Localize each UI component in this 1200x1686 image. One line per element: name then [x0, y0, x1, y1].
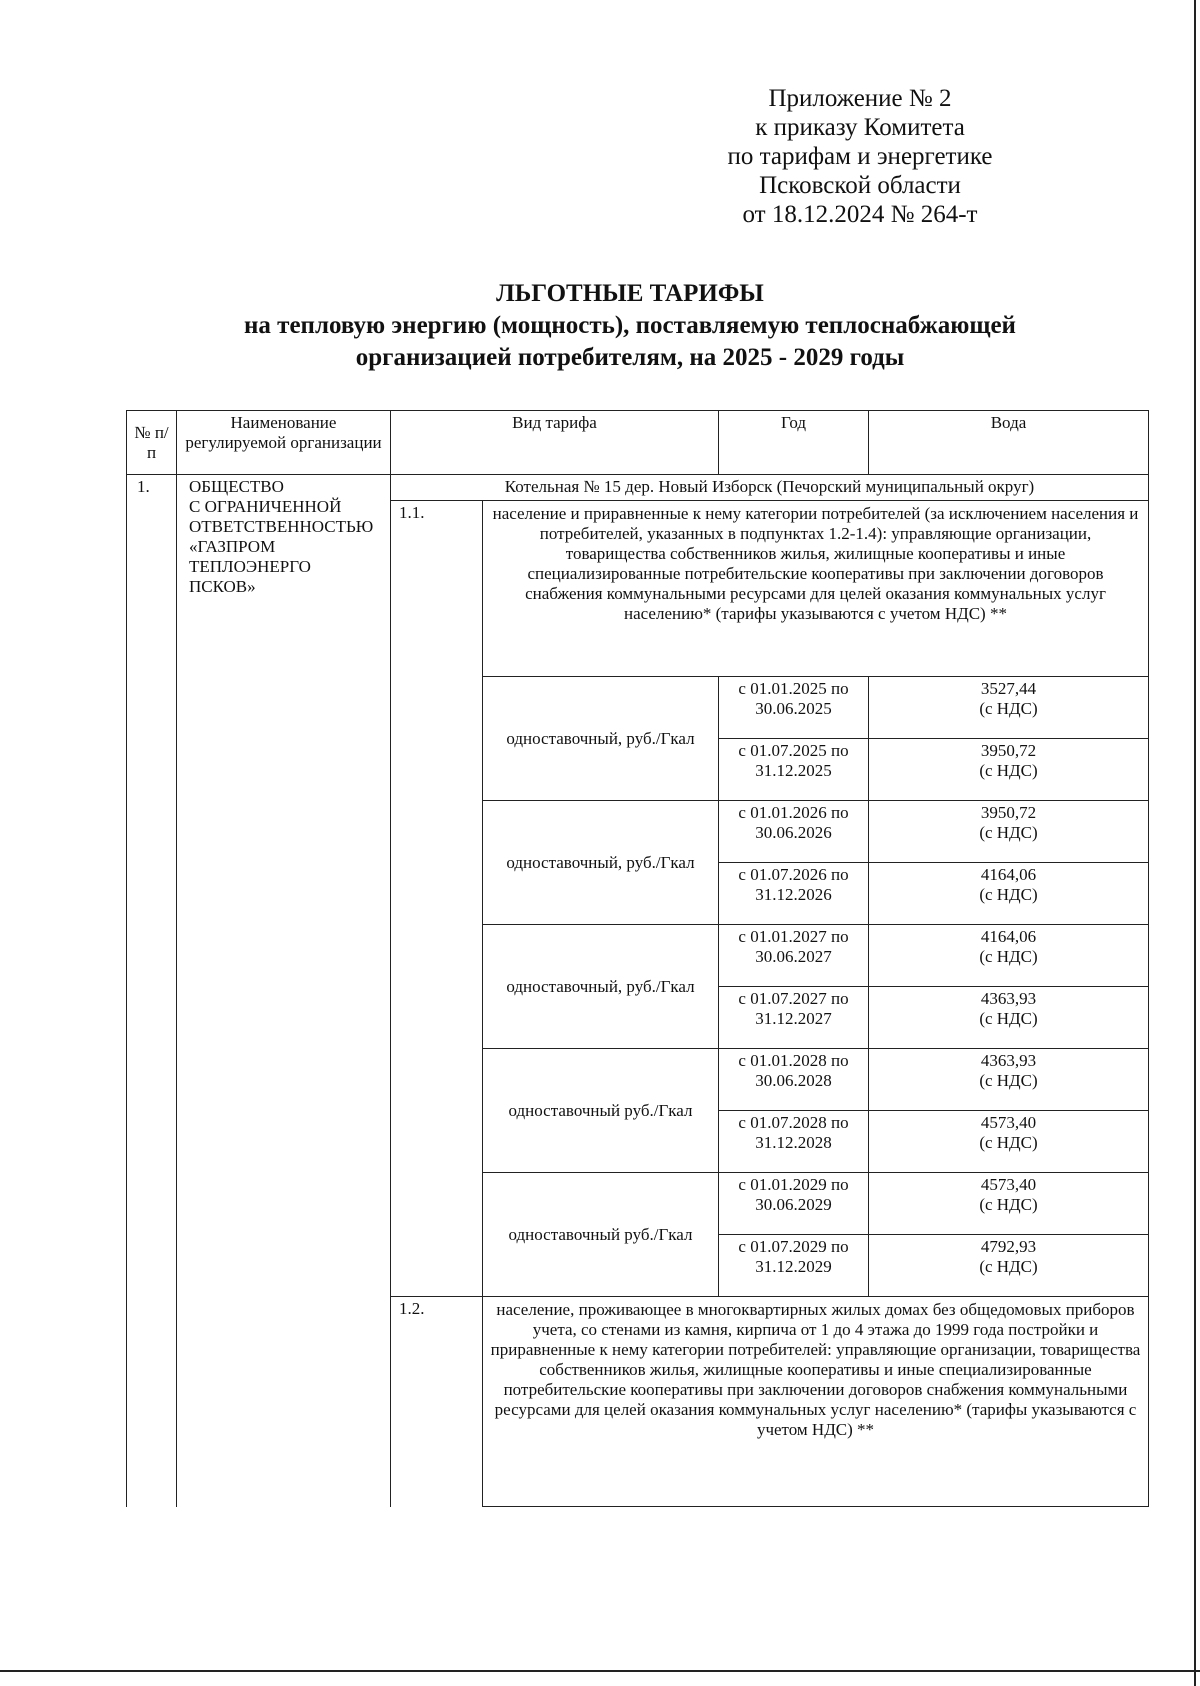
header-year: Год: [719, 411, 869, 475]
price-cell: [869, 987, 1149, 1049]
header-water: Вода: [869, 411, 1149, 475]
org-line: ОБЩЕСТВО: [189, 477, 284, 496]
price-cell: [869, 801, 1149, 863]
period-cell: с 01.07.2026 по 31.12.2026: [719, 863, 869, 925]
vat-note: (с НДС): [979, 823, 1038, 842]
price-cell: [869, 925, 1149, 987]
price-value: 3950,72: [980, 741, 1037, 760]
boiler-house-name: Котельная № 15 дер. Новый Изборск (Печорский муниципальный округ): [391, 475, 1149, 501]
period-cell: с 01.07.2027 по 31.12.2027: [719, 987, 869, 1049]
price-value: 4792,93: [980, 1237, 1037, 1256]
vat-note: (с НДС): [979, 1133, 1038, 1152]
table-header-row: [127, 411, 1149, 475]
organization-name: [177, 475, 391, 1507]
header-number: № п/п: [127, 411, 177, 475]
title-line-1: ЛЬГОТНЫЕ ТАРИФЫ: [496, 280, 764, 307]
title-line-3: организацией потребителям, на 2025 - 2029 годы: [355, 344, 905, 371]
appendix-line: по тарифам и энергетике: [727, 143, 993, 170]
subgroup-description: население, проживающее в многоквартирных жилых домах без общедомовых приборов учета, со стенами из камня, кирпича от 1 до 4 этажа до 1999 года постройки и приравненные к нему категории потребителей: управляющие организации, товарищества собственников жилья, жилищные кооперативы и иные специализированные потребительские кооперативы при заключении договоров снабжения коммунальными ресурсами для целей оказания коммунальных услуг населению* (тарифы указываются с учетом НДС) **: [483, 1297, 1149, 1507]
org-line: С ОГРАНИЧЕННОЙ: [189, 497, 342, 516]
period-cell: с 01.01.2029 по 30.06.2029: [719, 1173, 869, 1235]
header-organization: Наименование регулируемой организации: [177, 411, 391, 475]
subgroup-code: 1.1.: [391, 501, 483, 1297]
vat-note: (с НДС): [979, 885, 1038, 904]
period-cell: с 01.07.2028 по 31.12.2028: [719, 1111, 869, 1173]
appendix-line: Псковской области: [759, 172, 961, 199]
tariff-table: [126, 410, 1149, 1507]
period-cell: с 01.01.2026 по 30.06.2026: [719, 801, 869, 863]
price-value: 4363,93: [980, 1051, 1037, 1070]
period-cell: с 01.07.2029 по 31.12.2029: [719, 1235, 869, 1297]
header-tariff-type: Вид тарифа: [391, 411, 719, 475]
tariff-type-cell: одноставочный, руб./Гкал: [483, 677, 719, 801]
row-number: 1.: [127, 475, 177, 1507]
appendix-line: Приложение № 2: [768, 85, 952, 112]
period-cell: с 01.01.2027 по 30.06.2027: [719, 925, 869, 987]
org-line: ПСКОВ»: [189, 577, 256, 596]
price-value: 3527,44: [980, 679, 1037, 698]
document-title: [160, 278, 1100, 374]
price-cell: [869, 739, 1149, 801]
period-cell: с 01.01.2025 по 30.06.2025: [719, 677, 869, 739]
period-cell: с 01.01.2028 по 30.06.2028: [719, 1049, 869, 1111]
price-cell: [869, 1235, 1149, 1297]
tariff-type-cell: одноставочный руб./Гкал: [483, 1173, 719, 1297]
price-value: 4164,06: [980, 927, 1037, 946]
price-value: 4164,06: [980, 865, 1037, 884]
tariff-type-cell: одноставочный, руб./Гкал: [483, 925, 719, 1049]
subgroup-description: население и приравненные к нему категории потребителей (за исключением населения и потребителей, указанных в подпунктах 1.2-1.4): управляющие организации, товарищества собственников жилья, жилищные кооперативы и иные специализированные потребительские кооперативы при заключении договоров снабжения коммунальными ресурсами для целей оказания коммунальных услуг населению* (тарифы указываются с учетом НДС) **: [483, 501, 1149, 677]
boiler-row: [127, 475, 1149, 501]
vat-note: (с НДС): [979, 699, 1038, 718]
vat-note: (с НДС): [979, 1009, 1038, 1028]
price-value: 3950,72: [980, 803, 1037, 822]
vat-note: (с НДС): [979, 947, 1038, 966]
org-line: ОТВЕТСТВЕННОСТЬЮ: [189, 517, 374, 536]
price-cell: [869, 1173, 1149, 1235]
org-line: ТЕПЛОЭНЕРГО: [189, 557, 311, 576]
vat-note: (с НДС): [979, 1071, 1038, 1090]
price-cell: [869, 677, 1149, 739]
vat-note: (с НДС): [979, 1195, 1038, 1214]
subgroup-code: 1.2.: [391, 1297, 483, 1507]
org-line: «ГАЗПРОМ: [189, 537, 276, 556]
title-line-2: на тепловую энергию (мощность), поставляемую теплоснабжающей: [244, 312, 1016, 339]
page-border-bottom: [0, 1670, 1200, 1672]
price-cell: [869, 1049, 1149, 1111]
price-value: 4573,40: [980, 1175, 1037, 1194]
appendix-line: к приказу Комитета: [755, 114, 965, 141]
vat-note: (с НДС): [979, 761, 1038, 780]
appendix-header: [690, 84, 1030, 229]
tariff-type-cell: одноставочный, руб./Гкал: [483, 801, 719, 925]
appendix-line: от 18.12.2024 № 264-т: [742, 201, 978, 228]
vat-note: (с НДС): [979, 1257, 1038, 1276]
page-border-right: [1194, 0, 1196, 1686]
period-cell: с 01.07.2025 по 31.12.2025: [719, 739, 869, 801]
price-cell: [869, 863, 1149, 925]
price-value: 4363,93: [980, 989, 1037, 1008]
tariff-type-cell: одноставочный руб./Гкал: [483, 1049, 719, 1173]
price-value: 4573,40: [980, 1113, 1037, 1132]
price-cell: [869, 1111, 1149, 1173]
